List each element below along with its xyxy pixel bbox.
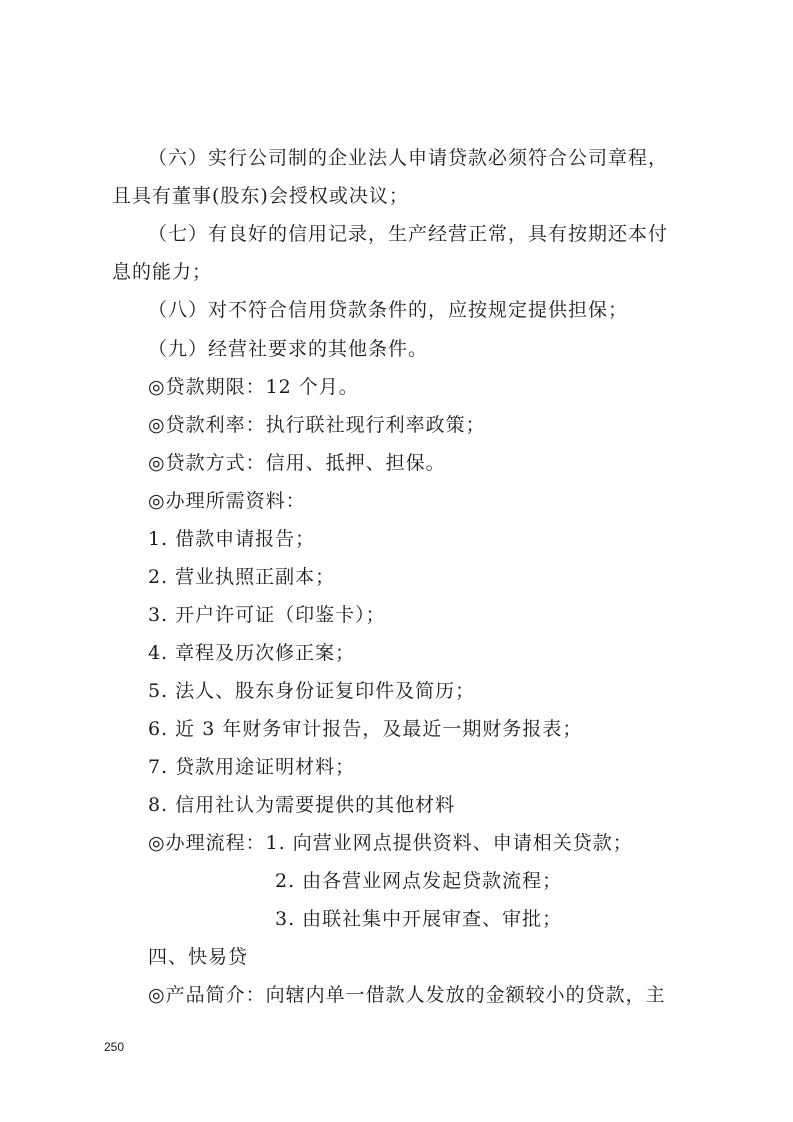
list-item: 3. 由联社集中开展审查、审批； bbox=[275, 908, 563, 930]
section-heading: 四、快易贷 bbox=[148, 946, 249, 968]
list-item: 5. 法人、股东身份证复印件及简历； bbox=[148, 680, 476, 702]
list-item: 2. 由各营业网点发起贷款流程； bbox=[275, 870, 563, 892]
list-item: 8. 信用社认为需要提供的其他材料 bbox=[148, 794, 456, 816]
paragraph-line: ◎产品简介：向辖内单一借款人发放的金额较小的贷款，主 bbox=[148, 984, 666, 1006]
paragraph-line: （八）对不符合信用贷款条件的，应按规定提供担保； bbox=[148, 299, 629, 321]
paragraph-line: ◎贷款利率：执行联社现行利率政策； bbox=[148, 414, 486, 436]
paragraph-line: 息的能力； bbox=[112, 261, 213, 283]
list-item: 3. 开户许可证（印鉴卡）； bbox=[148, 604, 386, 626]
paragraph-line: ◎办理流程：1. 向营业网点提供资料、申请相关贷款； bbox=[148, 832, 633, 854]
list-item: 6. 近 3 年财务审计报告，及最近一期财务报表； bbox=[148, 718, 583, 740]
paragraph-line: ◎办理所需资料： bbox=[148, 490, 306, 512]
paragraph-line: （九）经营社要求的其他条件。 bbox=[148, 338, 429, 360]
list-item: 2. 营业执照正副本； bbox=[148, 566, 336, 588]
list-item: 7. 贷款用途证明材料； bbox=[148, 756, 356, 778]
list-item: 4. 章程及历次修正案； bbox=[148, 642, 356, 664]
paragraph-line: （七）有良好的信用记录，生产经营正常，具有按期还本付 bbox=[148, 223, 669, 245]
list-item: 1. 借款申请报告； bbox=[148, 528, 316, 550]
paragraph-line: ◎贷款期限：12 个月。 bbox=[148, 376, 359, 398]
paragraph-line: （六）实行公司制的企业法人申请贷款必须符合公司章程， bbox=[148, 147, 669, 169]
paragraph-line: ◎贷款方式：信用、抵押、担保。 bbox=[148, 452, 446, 474]
page-number: 250 bbox=[104, 1040, 125, 1054]
paragraph-line: 且具有董事(股东)会授权或决议； bbox=[112, 185, 409, 207]
